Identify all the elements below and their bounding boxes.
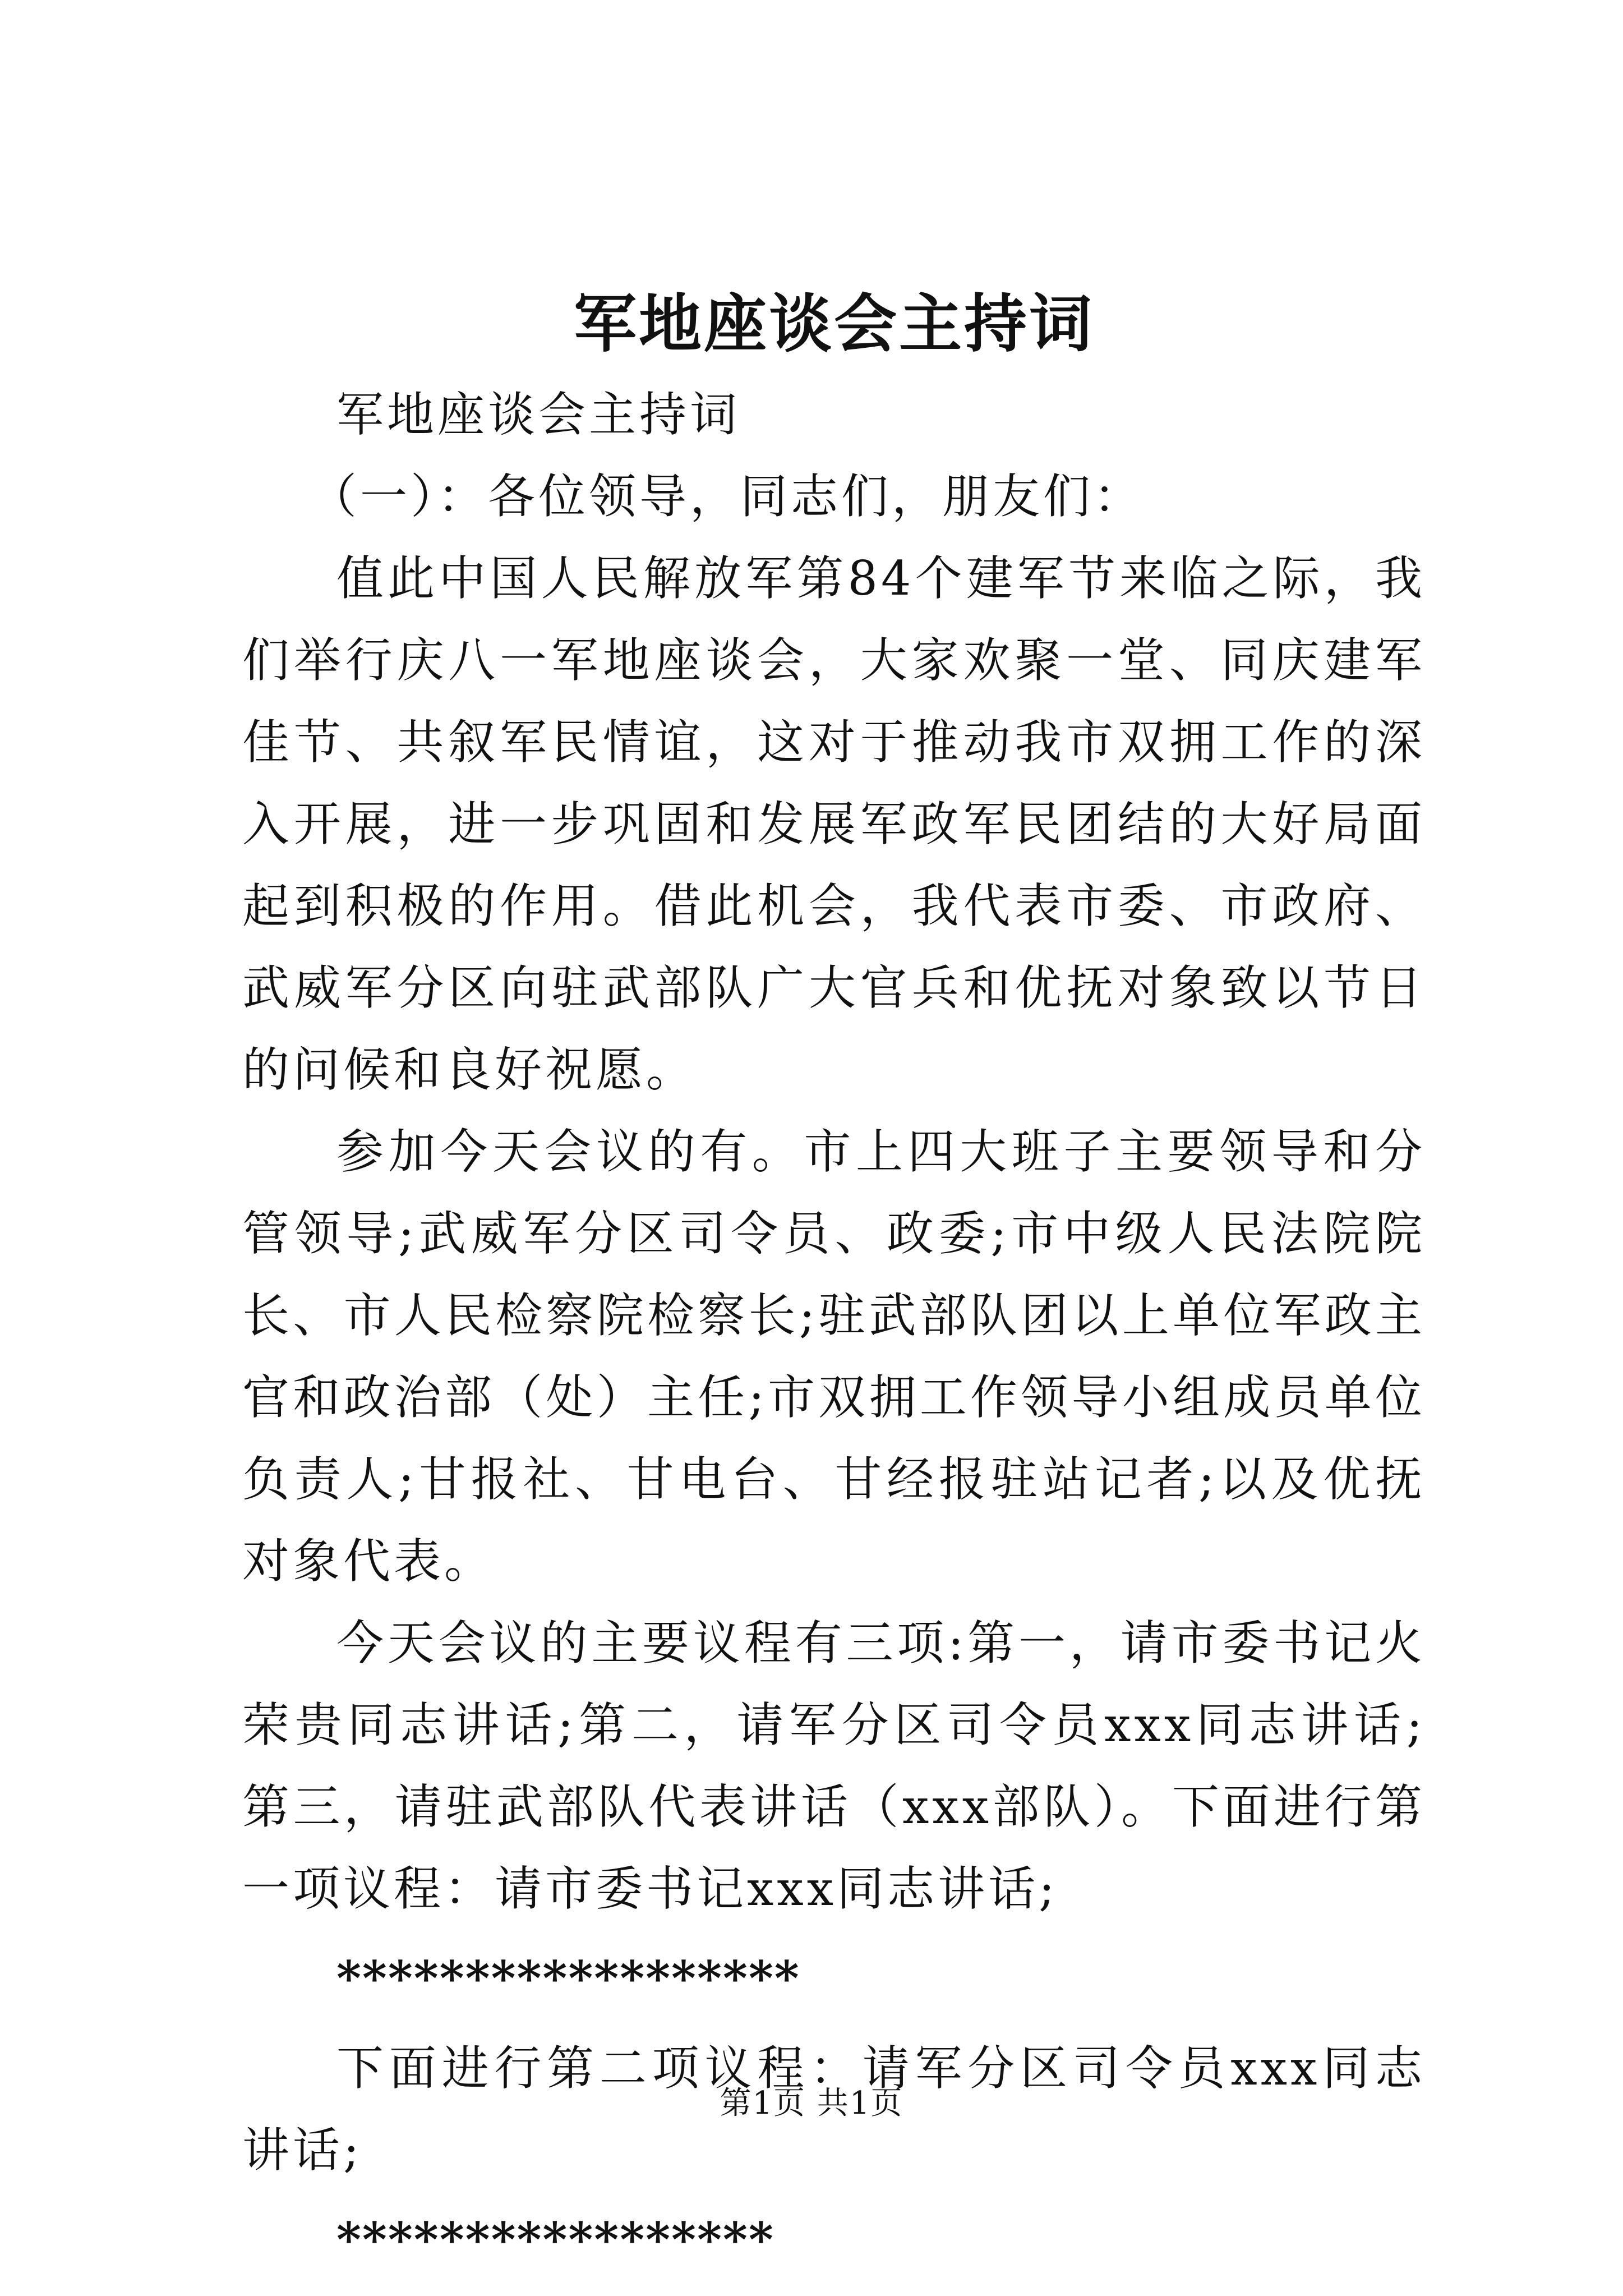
paragraph-second-item: 下面进行第二项议程：请军分区司令员xxx同志讲话;	[242, 2041, 1426, 2178]
document-title: 军地座谈会主持词	[574, 287, 1094, 361]
separator-stars-2: *****************	[336, 2212, 774, 2267]
paragraph-salutation: （一）：各位领导，同志们，朋友们：	[310, 469, 1145, 524]
paragraph-opening: 值此中国人民解放军第84个建军节来临之际，我们举行庆八一军地座谈会，大家欢聚一堂、同庆建军佳节、共叙军民情谊，这对于推动我市双拥工作的深入开展，进一步巩固和发展军政军民团结的大好局面起到积极的作用。借此机会，我代表市委、市政府、武威军分区向驻武部队广大官兵和优抚对象致以节日的问候和良好祝愿。	[242, 551, 1426, 1097]
separator-stars-1: ******************	[336, 1950, 800, 2006]
paragraph-subtitle: 军地座谈会主持词	[336, 387, 741, 442]
paragraph-agenda: 今天会议的主要议程有三项:第一，请市委书记火荣贵同志讲话;第二，请军分区司令员xxx同志讲话;第三，请驻武部队代表讲话（xxx部队）。下面进行第一项议程：请市委书记xxx同志讲话;	[242, 1616, 1426, 1916]
page-number: 第1页 共1页	[720, 2085, 903, 2122]
document-body	[242, 374, 1426, 2289]
paragraph-attendees: 参加今天会议的有。市上四大班子主要领导和分管领导;武威军分区司令员、政委;市中级人民法院院长、市人民检察院检察长;驻武部队团以上单位军政主官和政治部（处）主任;市双拥工作领导小组成员单位负责人;甘报社、甘电台、甘经报驻站记者;以及优抚对象代表。	[242, 1124, 1426, 1589]
